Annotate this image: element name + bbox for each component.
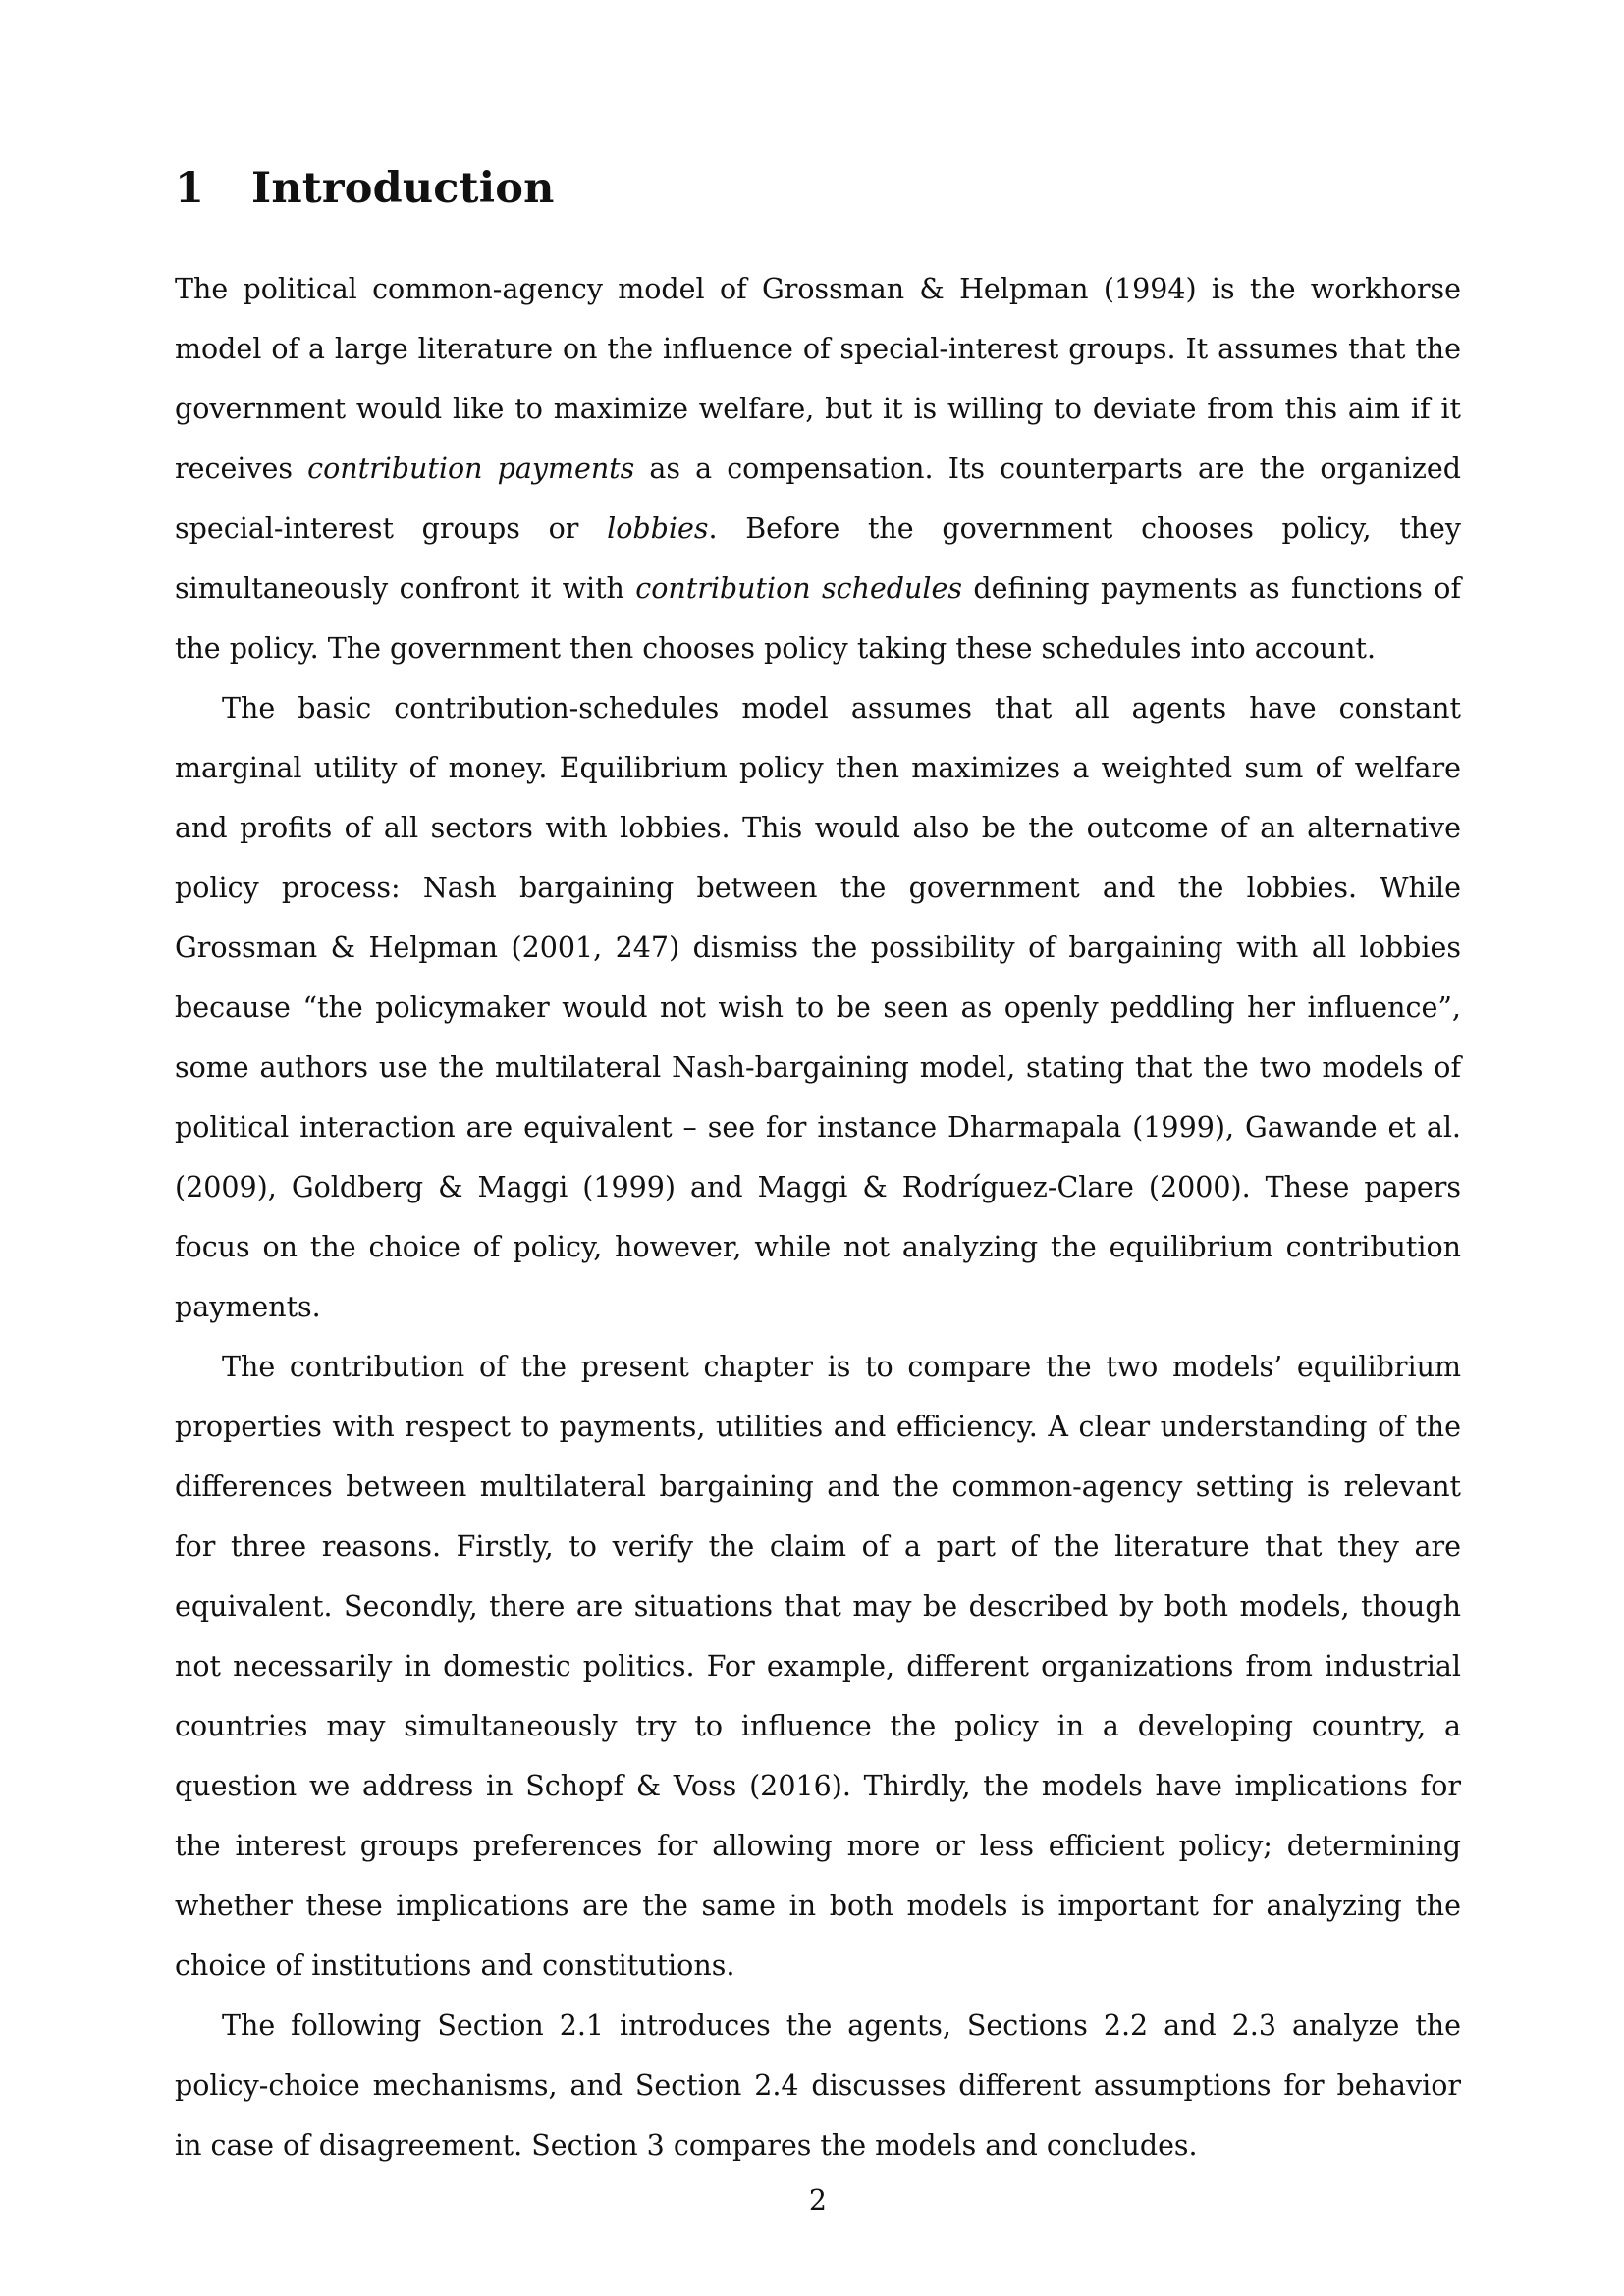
paragraph-3 (175, 1337, 1461, 1996)
text-run: as a compensation. Its counterparts are the organized special-interest groups or (175, 453, 1461, 545)
paragraph-4 (175, 1996, 1461, 2175)
italic-term-lobbies: lobbies (607, 512, 709, 545)
section-title: Introduction (251, 164, 555, 213)
document-page (175, 0, 1461, 2296)
section-heading (175, 159, 555, 218)
italic-term-contribution-schedules: contribution schedules (635, 572, 963, 605)
page-number: 2 (808, 2184, 828, 2216)
paragraph-2 (175, 678, 1461, 1337)
text-run: defining payments as functions of the policy. The government then chooses policy taking these schedules into account. (175, 572, 1461, 665)
body-text (175, 259, 1461, 2175)
section-number: 1 (175, 164, 205, 213)
italic-term-contribution-payments: contribution payments (307, 453, 635, 485)
paragraph-1 (175, 259, 1461, 678)
text-run: The basic contribution-schedules model assumes that all agents have constant marginal utility of money. Equilibrium policy then maximizes a weighted sum of welfare and profits of all sectors with lobbies. This would also be the outcome of an alternative policy process: Nash bargaining between the government and the lobbies. While Grossman & Helpman (2001, 247) dismiss the possibility of bargaining with all lobbies because “the policymaker would not wish to be seen as openly peddling her influence”, some authors use the multilateral Nash-bargaining model, stating that the two models of political interaction are equivalent – see for instance Dharmapala (1999), Gawande et al. (2009), Goldberg & Maggi (1999) and Maggi & Rodríguez-Clare (2000). These papers focus on the choice of policy, however, while not analyzing the equilibrium contribution payments. (175, 692, 1461, 1323)
text-run: The contribution of the present chapter is to compare the two models’ equilibrium properties with respect to payments, utilities and efficiency. A clear understanding of the differences between multilateral bargaining and the common-agency setting is relevant for three reasons. Firstly, to verify the claim of a part of the literature that they are equivalent. Secondly, there are situations that may be described by both models, though not necessarily in domestic politics. For example, different organizations from industrial countries may simultaneously try to influence the policy in a developing country, a question we address in Schopf & Voss (2016). Thirdly, the models have implications for the interest groups preferences for allowing more or less efficient policy; determining whether these implications are the same in both models is important for analyzing the choice of institutions and constitutions. (175, 1351, 1461, 1982)
text-run: The following Section 2.1 introduces the agents, Sections 2.2 and 2.3 analyze the policy-choice mechanisms, and Section 2.4 discusses different assumptions for behavior in case of disagreement. Section 3 compares the models and concludes. (175, 2009, 1461, 2162)
text-run: . Before the government chooses policy, they simultaneously confront it with (175, 512, 1461, 605)
text-run: The political common-agency model of Grossman & Helpman (1994) is the workhorse model of a large literature on the influence of special-interest groups. It assumes that the government would like to maximize welfare, but it is willing to deviate from this aim if it receives (175, 273, 1461, 485)
